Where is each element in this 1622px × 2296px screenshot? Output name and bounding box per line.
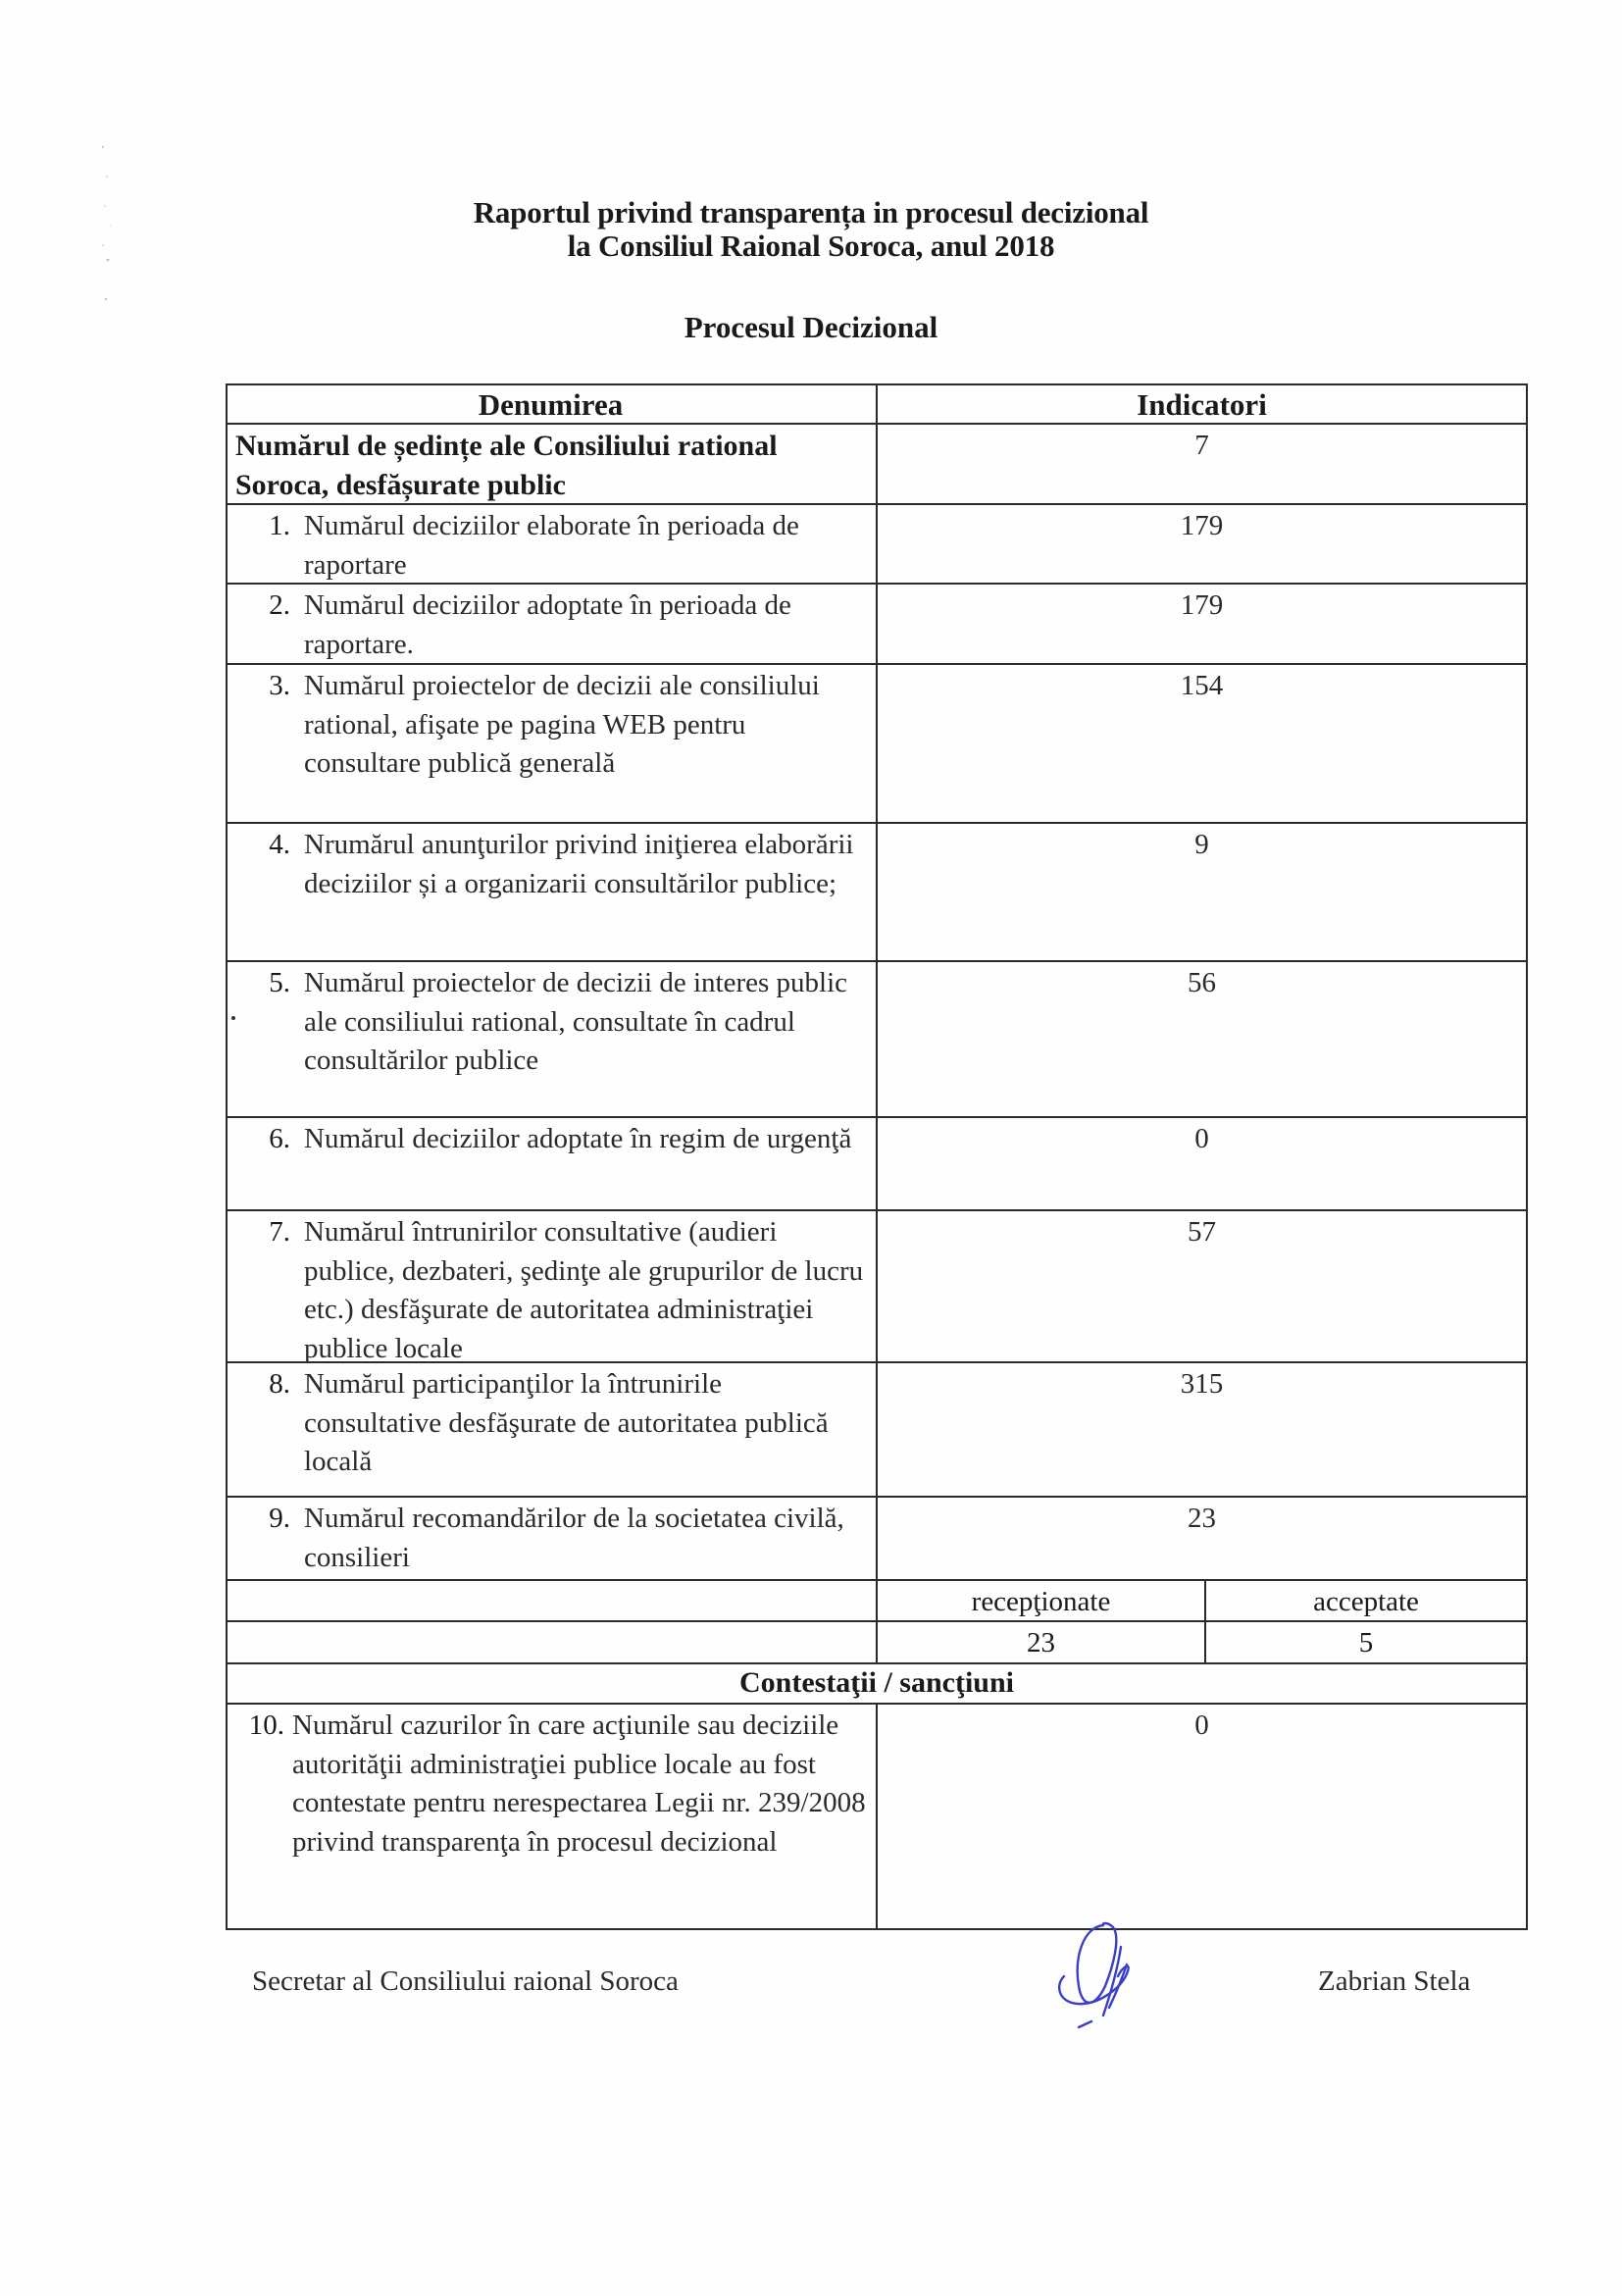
row-label: Numărul proiectelor de decizii ale consiliului rational, afişate pe pagina WEB pentru consultare publică generală — [304, 670, 820, 779]
signatory-name: Zabrian Stela — [1318, 1965, 1471, 1997]
report-title — [0, 196, 1622, 263]
row-value: 315 — [1180, 1368, 1224, 1400]
row-number: 3. — [269, 670, 290, 701]
column-header-value: Indicatori — [1137, 387, 1267, 422]
row-label: Numărul deciziilor adoptate în perioada de raportare. — [304, 589, 791, 660]
row-value: 56 — [1188, 967, 1216, 998]
report-title-line-1: Raportul privind transparența in procesul decizional — [473, 195, 1149, 230]
row-label: Numărul proiectelor de decizii de interes public ale consiliului rational, consultate în cadrul consultărilor publice — [304, 967, 848, 1076]
row-number: 5. — [269, 967, 290, 998]
row-label: Numărul cazurilor în care acţiunile sau deciziile autorităţii administraţiei publice locale au fost contestate pentru nerespectarea Legii nr. 239/2008 privind transparenţa în procesul decizional — [292, 1709, 866, 1858]
row-value: 57 — [1188, 1216, 1216, 1248]
row-number: 9. — [269, 1503, 290, 1534]
recommendations-header-row — [226, 1581, 1528, 1622]
table-row — [226, 824, 1528, 962]
received-value: 23 — [878, 1622, 1206, 1662]
accepted-label: acceptate — [1313, 1586, 1419, 1617]
row-value: 154 — [1180, 670, 1224, 701]
row-number: 10. — [248, 1709, 284, 1741]
row-number: 8. — [269, 1368, 290, 1400]
table-row — [226, 1498, 1528, 1581]
table-row — [226, 1705, 1528, 1930]
row-value: 23 — [1188, 1503, 1216, 1534]
section-row-contestatii — [226, 1664, 1528, 1705]
table-header-row — [226, 383, 1528, 425]
section-subtitle: Procesul Decizional — [684, 310, 938, 344]
table-row — [226, 1118, 1528, 1211]
row-value: 0 — [1194, 1709, 1209, 1741]
row-number: 1. — [269, 510, 290, 541]
column-header-name: Denumirea — [228, 385, 878, 423]
received-label: recepţionate — [878, 1581, 1206, 1620]
row-value: 179 — [1180, 589, 1224, 621]
row-number: 6. — [269, 1123, 290, 1154]
row-number: 4. — [269, 829, 290, 860]
table-row — [226, 585, 1528, 665]
report-title-line-2: la Consiliul Raional Soroca, anul 2018 — [567, 229, 1055, 263]
table-row-sessions — [226, 425, 1528, 505]
signatory-position: Secretar al Consiliului raional Soroca — [252, 1965, 679, 1997]
row-value: 9 — [1194, 829, 1209, 860]
row-value: 179 — [1180, 510, 1224, 541]
row-number: 2. — [269, 589, 290, 621]
table-row — [226, 665, 1528, 824]
row-label: Numărul deciziilor elaborate în perioada de raportare — [304, 510, 799, 581]
row-label: Nrumărul anunţurilor privind iniţierea elaborării deciziilor și a organizarii consultărilor publice; — [304, 829, 854, 899]
decision-process-table — [226, 383, 1528, 1930]
section-heading: Contestaţii / sancţiuni — [738, 1666, 1015, 1699]
table-row — [226, 962, 1528, 1118]
table-row — [226, 1363, 1528, 1498]
row-label: Numărul întrunirilor consultative (audieri publice, dezbateri, şedinţe ale grupurilor de lucru etc.) desfăşurate de autoritatea administraţiei publice locale — [304, 1216, 864, 1364]
recommendations-values-row — [226, 1622, 1528, 1664]
row-label: Numărul recomandărilor de la societatea civilă, consilieri — [304, 1503, 844, 1573]
row-label: Numărul participanţilor la întrunirile consultative desfăşurate de autoritatea publică locală — [304, 1368, 829, 1477]
row-value: 7 — [1194, 430, 1209, 461]
row-number: 7. — [269, 1216, 290, 1248]
table-row — [226, 505, 1528, 585]
row-label: Numărul deciziilor adoptate în regim de urgenţă — [304, 1123, 852, 1154]
table-row — [226, 1211, 1528, 1363]
handwritten-signature — [1044, 1917, 1162, 2035]
accepted-value: 5 — [1358, 1627, 1374, 1658]
scan-dot — [231, 1016, 235, 1020]
row-value: 0 — [1194, 1123, 1209, 1154]
row-label: Numărul de ședințe ale Consiliului rational Soroca, desfășurate public — [228, 425, 878, 503]
